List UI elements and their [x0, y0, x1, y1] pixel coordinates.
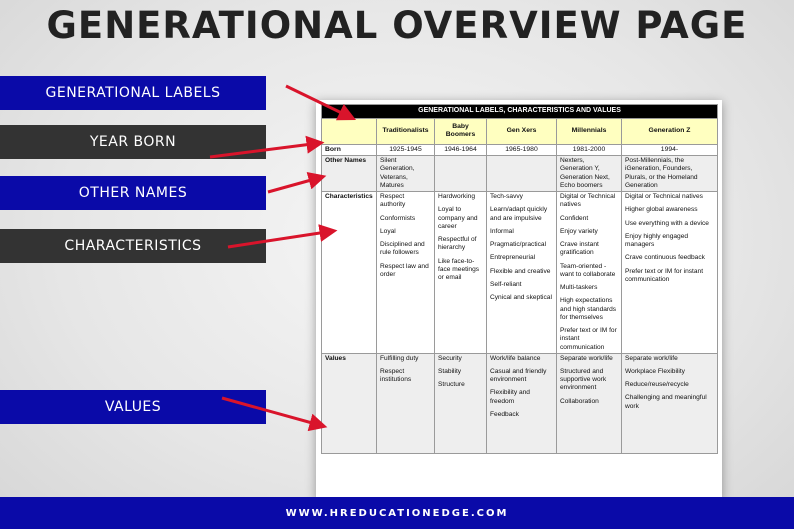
header-baby-boomers: Baby Boomers [435, 118, 487, 144]
row-label-values: Values [322, 353, 377, 453]
cell-item: Loyal [380, 227, 396, 235]
cell-item: Entrepreneurial [490, 254, 536, 262]
table-row-other-names [322, 156, 718, 192]
year-born-label: YEAR BORN [0, 125, 266, 159]
cell-item: Crave instant gratification [560, 241, 599, 257]
row-label-born: Born [322, 144, 377, 155]
cell-item: Reduce/reuse/recycle [625, 381, 689, 389]
page-title: GENERATIONAL OVERVIEW PAGE [46, 4, 748, 47]
cell-item: Separate work/life [625, 354, 678, 362]
cell-item: Prefer text or IM for instant communication [560, 327, 617, 351]
header-millennials: Millennials [557, 118, 622, 144]
cell-item: Flexibility and freedom [490, 389, 530, 405]
cell-item: Use everything with a device [625, 219, 709, 227]
born-cell: 1925-1945 [377, 144, 435, 155]
characteristics-cell [487, 192, 557, 354]
table-row-born [322, 144, 718, 155]
cell-item: Respect authority [380, 193, 406, 209]
row-label-characteristics: Characteristics [322, 192, 377, 354]
cell-item: Fulfilling duty [380, 354, 419, 362]
cell-item: Security [438, 354, 462, 362]
cell-item: High expectations and high standards for themselves [560, 297, 617, 321]
generational-table [321, 104, 718, 454]
cell-item: Conformists [380, 214, 416, 222]
cell-item: Prefer text or IM for instant communication [625, 267, 704, 283]
cell-item: Disciplined and rule followers [380, 241, 425, 257]
born-cell: 1946-1964 [435, 144, 487, 155]
cell-item: Respect law and order [380, 262, 429, 278]
table-row-characteristics [322, 192, 718, 354]
header-gen-xers: Gen Xers [487, 118, 557, 144]
other-names-label: OTHER NAMES [0, 176, 266, 210]
other-names-cell: Silent Generation, Veterans, Matures [377, 156, 435, 192]
cell-item: Loyal to company and career [438, 206, 478, 230]
cell-item: Tech-savvy [490, 193, 523, 201]
other-names-cell [435, 156, 487, 192]
characteristics-cell [557, 192, 622, 354]
cell-item: Pragmatic/practical [490, 241, 547, 249]
cell-item: Structured and supportive work environment [560, 367, 607, 392]
cell-item: Collaboration [560, 397, 599, 405]
values-cell [622, 353, 718, 453]
values-cell [377, 353, 435, 453]
cell-item: Enjoy variety [560, 227, 598, 235]
characteristics-cell [622, 192, 718, 354]
cell-item: Respectful of hierarchy [438, 236, 477, 252]
cell-item: Cynical and skeptical [490, 294, 552, 302]
cell-item: Learn/adapt quickly and are impulsive [490, 206, 548, 222]
values-cell [557, 353, 622, 453]
header-traditionalists: Traditionalists [377, 118, 435, 144]
values-cell [435, 353, 487, 453]
cell-item: Respect institutions [380, 367, 412, 384]
header-generation-z: Generation Z [622, 118, 718, 144]
cell-item: Flexible and creative [490, 267, 551, 275]
table-title: GENERATIONAL LABELS, CHARACTERISTICS AND VALUES [322, 105, 718, 119]
born-cell: 1965-1980 [487, 144, 557, 155]
characteristics-cell [377, 192, 435, 354]
cell-item: Digital or Technical natives [625, 193, 703, 201]
cell-item: Stability [438, 367, 462, 375]
born-cell: 1981-2000 [557, 144, 622, 155]
cell-item: Informal [490, 227, 514, 235]
other-names-cell [487, 156, 557, 192]
characteristics-label: CHARACTERISTICS [0, 229, 266, 263]
cell-item: Crave continuous feedback [625, 254, 705, 262]
cell-item: Structure [438, 381, 465, 389]
other-names-cell: Nexters, Generation Y, Generation Next, Echo boomers [557, 156, 622, 192]
footer-website[interactable]: WWW.HREDUCATIONEDGE.COM [0, 497, 794, 529]
cell-item: Enjoy highly engaged managers [625, 232, 689, 249]
arrow-other-names [268, 177, 322, 192]
header-corner [322, 118, 377, 144]
cell-item: Confident [560, 214, 589, 222]
cell-item: Workplace Flexibility [625, 367, 685, 375]
row-label-other-names: Other Names [322, 156, 377, 192]
cell-item: Multi-taskers [560, 284, 598, 292]
generational-labels-label: GENERATIONAL LABELS [0, 76, 266, 110]
cell-item: Digital or Technical natives [560, 193, 616, 209]
cell-item: Separate work/life [560, 354, 613, 362]
cell-item: Work/life balance [490, 354, 541, 362]
cell-item: Casual and friendly environment [490, 367, 547, 384]
other-names-cell: Post-Millennials, the iGeneration, Founders, Plurals, or the Homeland Generation [622, 156, 718, 192]
cell-item: Team-oriented - want to collaborate [560, 262, 616, 278]
cell-item: Hardworking [438, 193, 476, 201]
values-cell [487, 353, 557, 453]
cell-item: Challenging and meaningful work [625, 394, 707, 410]
cell-item: Higher global awareness [625, 206, 698, 214]
cell-item: Feedback [490, 410, 519, 418]
born-cell: 1994- [622, 144, 718, 155]
characteristics-cell [435, 192, 487, 354]
values-label: VALUES [0, 390, 266, 424]
table-row-values [322, 353, 718, 453]
cell-item: Like face-to-face meetings or email [438, 257, 480, 282]
cell-item: Self-reliant [490, 280, 522, 288]
generational-table-sheet [316, 100, 722, 500]
